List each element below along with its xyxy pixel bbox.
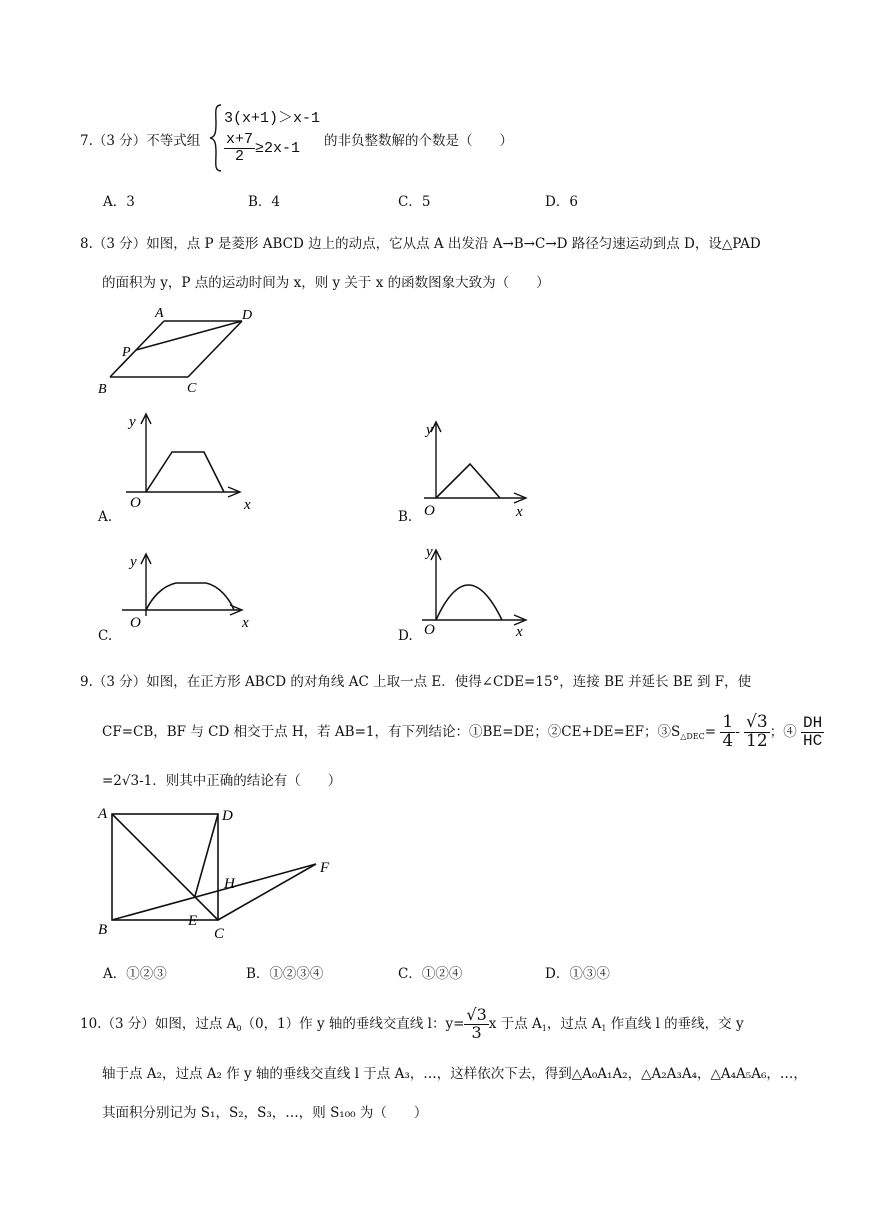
q9-minus: - — [735, 724, 740, 740]
q9-stem-line1: 9.（3 分）如图，在正方形 ABCD 的对角线 AC 上取一点 E．使得∠CDE=15°，连接 BE 并延长 BE 到 F，使 — [80, 674, 752, 690]
label-f: F — [320, 860, 330, 876]
segment-de — [195, 814, 218, 896]
q7-option-c: C．5 — [398, 194, 431, 210]
q9-option-c: C．①②④ — [398, 966, 463, 982]
q9-option-b: B．①②③④ — [246, 966, 324, 982]
q10-sub-1: 1 — [541, 1024, 547, 1033]
q7-suffix: 的非负整数解的个数是（ ） — [324, 133, 513, 149]
q8-graph-b-letter: B. — [398, 509, 413, 525]
q7-option-d: D．6 — [545, 194, 578, 210]
segment-pd — [136, 321, 242, 350]
q7-option-b: B．4 — [248, 194, 281, 210]
graph-d-curve — [436, 585, 502, 620]
graph-c-origin-label: O — [130, 615, 141, 630]
graph-b-x-label: x — [516, 504, 523, 520]
graph-d-origin-label: O — [424, 622, 435, 638]
graph-b-y-label: y — [426, 422, 433, 438]
graph-c-y-label: y — [130, 554, 137, 570]
q7-inequality-1: 3(x+1)＞x-1 — [224, 110, 321, 127]
q9-stem-line2 — [102, 707, 824, 757]
graph-a-origin-label: O — [130, 495, 141, 511]
q7-frac-num: x+7 — [226, 131, 254, 148]
label-a: A — [98, 806, 108, 822]
q8-graph-c-letter: C. — [98, 628, 113, 644]
q7-ineq2-rest: ≥2x-1 — [255, 140, 301, 158]
q9-frac2-num: √3 — [746, 712, 768, 733]
graph-a-curve — [146, 452, 224, 492]
label-c: C — [187, 381, 197, 396]
q9-frac3-num: DH — [803, 714, 823, 733]
q10-text-e: 作直线 l 的垂线，交 y — [606, 1016, 744, 1032]
q9-stem-line3: =2√3-1．则其中正确的结论有（ ） — [102, 773, 342, 789]
q10-text-a: 10.（3 分）如图，过点 A — [80, 1016, 237, 1032]
q8-stem-line2: 的面积为 y，P 点的运动时间为 x，则 y 关于 x 的函数图象大致为（ ） — [102, 275, 550, 291]
graph-c-x-label: x — [242, 615, 249, 630]
q9-frac2-den: 12 — [746, 731, 768, 751]
q9-frac1-den: 4 — [722, 731, 734, 751]
label-c: C — [214, 926, 225, 942]
q9-option-d: D．①③④ — [545, 966, 610, 982]
q8-graph-a-letter: A. — [98, 509, 113, 525]
q8-graph-c — [118, 548, 258, 630]
q9-equals: = — [704, 724, 717, 740]
label-p: P — [122, 345, 131, 360]
q8-graph-d — [418, 540, 538, 640]
label-b: B — [98, 922, 108, 938]
q10-frac-den: 3 — [471, 1023, 482, 1042]
label-a: A — [155, 306, 164, 321]
q9-separator: ；④ — [769, 724, 797, 740]
rhombus-edge-cd — [188, 321, 242, 377]
q8-graph-d-letter: D. — [398, 628, 413, 644]
graph-c-curve — [146, 583, 234, 610]
q9-option-a: A．①②③ — [103, 966, 167, 982]
q10-sub-0: 0 — [236, 1024, 242, 1033]
label-e: E — [188, 913, 198, 929]
graph-b-origin-label: O — [424, 503, 435, 519]
label-d: D — [222, 808, 233, 824]
q10-text-b: （0，1）作 y 轴的垂线交直线 l：y= — [241, 1016, 465, 1032]
q10-sub-2: 1 — [601, 1024, 607, 1033]
segment-cf — [218, 864, 316, 920]
q9-line2-text: CF=CB，BF 与 CD 相交于点 H，若 AB=1，有下列结论：①BE=DE；②CE+DE=EF；③S — [102, 724, 681, 740]
q10-text-d: ，过点 A — [546, 1016, 602, 1032]
q9-frac1-num: 1 — [722, 712, 734, 733]
diagonal-ac — [112, 814, 218, 920]
q8-stem-line1: 8.（3 分）如图，点 P 是菱形 ABCD 边上的动点，它从点 A 出发沿 A→B→C→D 路径匀速运动到点 D，设△PAD — [80, 236, 761, 252]
label-h: H — [224, 876, 235, 892]
label-b: B — [98, 382, 107, 396]
q7-option-a: A．3 — [103, 194, 135, 210]
graph-a-x-label: x — [244, 497, 251, 512]
graph-d-y-label: y — [426, 544, 433, 560]
q9-frac3-den: HC — [803, 732, 823, 750]
q10-stem-line3: 其面积分别记为 S₁，S₂，S₃，…，则 S₁₀₀ 为（ ） — [102, 1105, 428, 1121]
q8-graph-b — [418, 414, 538, 520]
graph-b-curve — [436, 464, 500, 498]
q8-rhombus-figure — [92, 304, 267, 396]
segment-bf — [112, 864, 316, 920]
q7-frac-den: 2 — [235, 147, 245, 165]
q9-area-subscript: △DEC — [680, 732, 705, 741]
q7-brace — [208, 103, 222, 177]
q10-frac-num: √3 — [466, 1005, 487, 1025]
q10-stem-line2: 轴于点 A₂，过点 A₂ 作 y 轴的垂线交直线 l 于点 A₃，…，这样依次下去，得到△A₀A₁A₂，△A₂A₃A₄，△A₄A₅A₆，…， — [102, 1066, 807, 1082]
q10-text-c: x 于点 A — [488, 1016, 542, 1032]
label-d: D — [242, 308, 253, 323]
q7-prefix: 7.（3 分）不等式组 — [80, 133, 201, 149]
q8-graph-a — [120, 408, 260, 512]
q9-square-figure — [94, 800, 344, 944]
q10-stem-line1 — [80, 1002, 744, 1046]
q7-inequality-2 — [224, 132, 300, 165]
graph-a-y-label: y — [129, 414, 136, 430]
graph-d-x-label: x — [516, 624, 523, 640]
